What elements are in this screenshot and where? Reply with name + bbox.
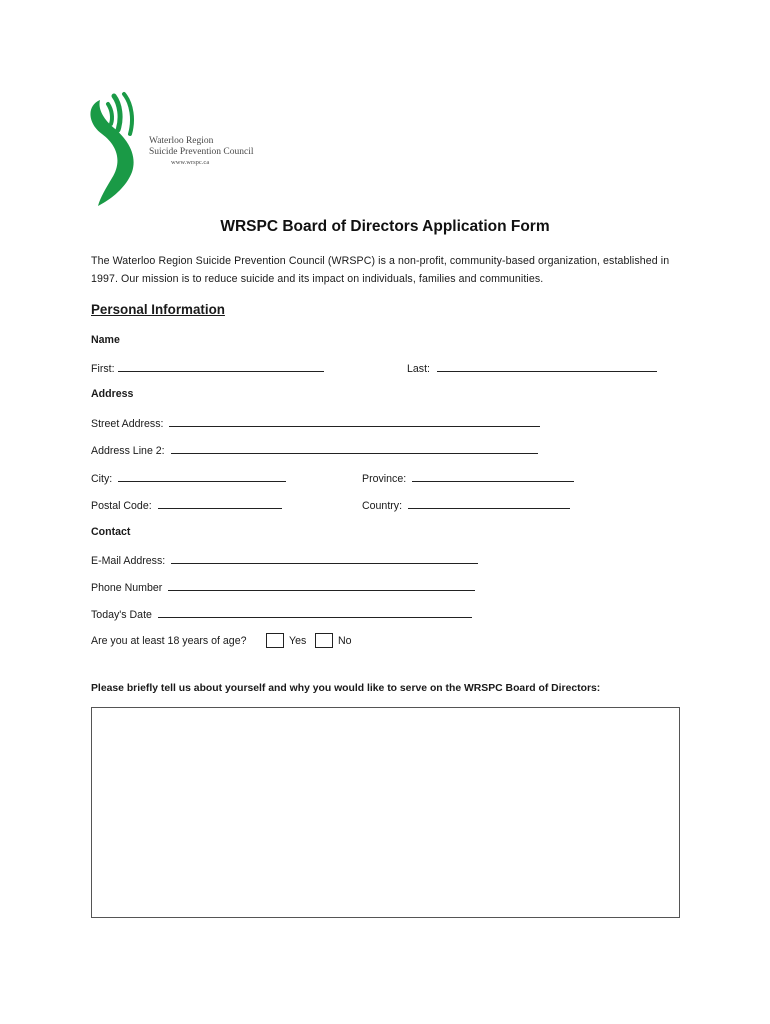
last-name-line[interactable] [437,361,657,372]
street-address-line[interactable] [169,416,540,427]
logo-org-line2: Suicide Prevention Council [149,147,254,157]
first-name-field[interactable] [91,361,324,375]
todays-date-label: Today's Date [91,609,152,621]
country-line[interactable] [408,498,570,509]
province-field[interactable] [362,471,574,485]
first-name-label: First: [91,363,115,375]
age-question: Are you at least 18 years of age? [91,635,247,647]
about-yourself-prompt: Please briefly tell us about yourself and why you would like to serve on the WRSPC Board of Directors: [91,683,601,694]
street-address-field[interactable] [91,416,540,430]
personal-information-heading: Personal Information [91,302,225,317]
phone-label: Phone Number [91,582,163,594]
age-no-checkbox[interactable] [315,633,333,648]
name-subheading: Name [91,334,120,346]
postal-code-field[interactable] [91,498,282,512]
postal-code-line[interactable] [158,498,282,509]
intro-paragraph: The Waterloo Region Suicide Prevention Council (WRSPC) is a non-profit, community-based organization, established in 1997. Our mission is to reduce suicide and its impact on individuals, families and communities. [91,255,670,285]
age-no-label: No [338,635,352,647]
contact-subheading: Contact [91,526,131,538]
city-label: City: [91,473,113,485]
city-field[interactable] [91,471,286,485]
last-name-field[interactable] [407,361,657,375]
address-line2-line[interactable] [171,443,538,454]
first-name-line[interactable] [118,361,324,372]
age-yes-label: Yes [289,635,307,647]
address-line2-field[interactable] [91,443,538,457]
province-line[interactable] [412,471,574,482]
form-title: WRSPC Board of Directors Application Form [220,218,550,235]
wrspc-logo [86,90,256,208]
logo-mark-icon [86,90,146,208]
logo-url: www.wrspc.ca [171,159,210,166]
street-address-label: Street Address: [91,418,164,430]
last-name-label: Last: [407,363,430,375]
address-line2-label: Address Line 2: [91,445,165,457]
todays-date-line[interactable] [158,607,472,618]
age-yes-checkbox[interactable] [266,633,284,648]
postal-code-label: Postal Code: [91,500,152,512]
city-line[interactable] [118,471,286,482]
about-yourself-textarea[interactable] [91,707,680,918]
todays-date-field[interactable] [91,607,472,621]
address-subheading: Address [91,388,134,400]
email-line[interactable] [171,553,478,564]
country-label: Country: [362,500,403,512]
logo-org-line1: Waterloo Region [149,136,214,146]
phone-line[interactable] [168,580,475,591]
phone-field[interactable] [91,580,475,594]
logo-text [149,136,254,167]
email-field[interactable] [91,553,478,567]
province-label: Province: [362,473,407,485]
email-label: E-Mail Address: [91,555,166,567]
country-field[interactable] [362,498,570,512]
